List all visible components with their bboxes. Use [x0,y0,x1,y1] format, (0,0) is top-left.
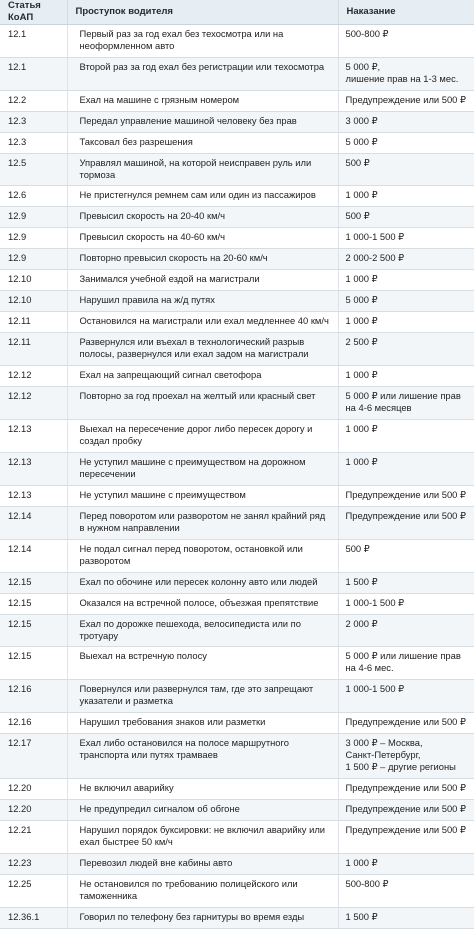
table-row [0,186,474,207]
table-row [0,486,474,507]
article-cell: 12.9 [0,249,67,270]
table-row [0,779,474,800]
table-row [0,800,474,821]
table-row [0,25,474,58]
table-row [0,387,474,420]
offense-cell: Не включил аварийку [67,779,338,800]
penalty-cell: 1 000 ₽ [338,420,474,453]
offense-cell: Не уступил машине с преимуществом на дорожном пересечении [67,453,338,486]
penalty-cell: 1 000 ₽ [338,270,474,291]
header-row [0,0,474,25]
penalty-cell: 2 500 ₽ [338,333,474,366]
penalty-cell: 5 000 ₽ или лишение прав на 4-6 мес. [338,647,474,680]
offense-cell: Повернулся или развернулся там, где это запрещают указатели и разметка [67,680,338,713]
offense-cell: Не уступил машине с преимуществом [67,486,338,507]
penalty-cell: 1 000 ₽ [338,366,474,387]
penalty-cell: Предупреждение или 500 ₽ [338,713,474,734]
penalty-cell: Предупреждение или 500 ₽ [338,821,474,854]
offense-cell: Занимался учебной ездой на магистрали [67,270,338,291]
penalty-cell: 1 000-1 500 ₽ [338,228,474,249]
offense-cell: Ехал на машине с грязным номером [67,91,338,112]
column-header-article: Статья КоАП [0,0,67,25]
penalty-cell: 3 000 ₽ – Москва, Санкт-Петербург, 1 500 ₽ – другие регионы [338,734,474,779]
offense-cell: Не остановился по требованию полицейского или таможенника [67,875,338,908]
penalty-cell: 500-800 ₽ [338,25,474,58]
offense-cell: Не подал сигнал перед поворотом, остановкой или разворотом [67,540,338,573]
article-cell: 12.10 [0,291,67,312]
table-row [0,112,474,133]
article-cell: 12.23 [0,854,67,875]
offense-cell: Ехал по обочине или пересек колонну авто или людей [67,573,338,594]
penalty-cell: 5 000 ₽ [338,291,474,312]
article-cell: 12.15 [0,573,67,594]
offense-cell: Выехал на пересечение дорог либо пересек дорогу и создал пробку [67,420,338,453]
table-row [0,453,474,486]
offense-cell: Превысил скорость на 40-60 км/ч [67,228,338,249]
table-row [0,91,474,112]
article-cell: 12.20 [0,800,67,821]
table-body [0,25,474,929]
table-header [0,0,474,25]
offense-cell: Второй раз за год ехал без регистрации или техосмотра [67,58,338,91]
table-row [0,875,474,908]
offense-cell: Управлял машиной, на которой неисправен руль или тормоза [67,154,338,186]
penalty-cell: 1 000-1 500 ₽ [338,594,474,615]
offense-cell: Нарушил порядок буксировки: не включил аварийку или ехал быстрее 50 км/ч [67,821,338,854]
penalty-cell: Предупреждение или 500 ₽ [338,507,474,540]
offense-cell: Повторно превысил скорость на 20-60 км/ч [67,249,338,270]
table-row [0,594,474,615]
table-row [0,420,474,453]
penalty-cell: 2 000 ₽ [338,615,474,647]
penalty-cell: 1 500 ₽ [338,908,474,929]
penalty-cell: 1 500 ₽ [338,573,474,594]
article-cell: 12.36.1 [0,908,67,929]
offense-cell: Таксовал без разрешения [67,133,338,154]
penalty-cell: Предупреждение или 500 ₽ [338,800,474,821]
penalty-cell: 1 000 ₽ [338,453,474,486]
penalty-cell: 1 000 ₽ [338,312,474,333]
article-cell: 12.14 [0,507,67,540]
offense-cell: Перед поворотом или разворотом не занял крайний ряд в нужном направлении [67,507,338,540]
offense-cell: Перевозил людей вне кабины авто [67,854,338,875]
penalty-cell: Предупреждение или 500 ₽ [338,779,474,800]
column-header-penalty: Наказание [338,0,474,25]
article-cell: 12.12 [0,366,67,387]
article-cell: 12.13 [0,420,67,453]
article-cell: 12.15 [0,647,67,680]
article-cell: 12.3 [0,112,67,133]
article-cell: 12.14 [0,540,67,573]
offense-cell: Нарушил правила на ж/д путях [67,291,338,312]
penalty-cell: Предупреждение или 500 ₽ [338,91,474,112]
offense-cell: Передал управление машиной человеку без прав [67,112,338,133]
article-cell: 12.2 [0,91,67,112]
table-row [0,270,474,291]
table-row [0,854,474,875]
penalty-cell: 500 ₽ [338,207,474,228]
article-cell: 12.5 [0,154,67,186]
article-cell: 12.1 [0,58,67,91]
offense-cell: Развернулся или въехал в технологический разрыв полосы, развернулся или ехал задом на магистрали [67,333,338,366]
article-cell: 12.16 [0,713,67,734]
article-cell: 12.1 [0,25,67,58]
article-cell: 12.11 [0,312,67,333]
table-row [0,734,474,779]
penalty-cell: 500-800 ₽ [338,875,474,908]
article-cell: 12.6 [0,186,67,207]
table-row [0,573,474,594]
article-cell: 12.13 [0,453,67,486]
table-row [0,680,474,713]
table-row [0,821,474,854]
table-row [0,333,474,366]
offense-cell: Выехал на встречную полосу [67,647,338,680]
table-row [0,647,474,680]
article-cell: 12.10 [0,270,67,291]
article-cell: 12.11 [0,333,67,366]
penalty-cell: 1 000-1 500 ₽ [338,680,474,713]
table-row [0,312,474,333]
article-cell: 12.15 [0,594,67,615]
article-cell: 12.20 [0,779,67,800]
table-row [0,366,474,387]
article-cell: 12.13 [0,486,67,507]
table-row [0,507,474,540]
table-row [0,908,474,929]
article-cell: 12.15 [0,615,67,647]
offense-cell: Ехал на запрещающий сигнал светофора [67,366,338,387]
table-row [0,540,474,573]
article-cell: 12.16 [0,680,67,713]
penalty-cell: 2 000-2 500 ₽ [338,249,474,270]
table-row [0,58,474,91]
penalty-cell: 5 000 ₽ или лишение прав на 4-6 месяцев [338,387,474,420]
article-cell: 12.9 [0,228,67,249]
offense-cell: Оказался на встречной полосе, объезжая препятствие [67,594,338,615]
article-cell: 12.25 [0,875,67,908]
article-cell: 12.21 [0,821,67,854]
offense-cell: Повторно за год проехал на желтый или красный свет [67,387,338,420]
offense-cell: Нарушил требования знаков или разметки [67,713,338,734]
penalty-cell: 500 ₽ [338,540,474,573]
table-row [0,249,474,270]
table-row [0,154,474,186]
article-cell: 12.9 [0,207,67,228]
table-row [0,291,474,312]
offense-cell: Не предупредил сигналом об обгоне [67,800,338,821]
offense-cell: Первый раз за год ехал без техосмотра или на неоформленном авто [67,25,338,58]
table-row [0,713,474,734]
offense-cell: Остановился на магистрали или ехал медленнее 40 км/ч [67,312,338,333]
offense-cell: Ехал по дорожке пешехода, велосипедиста или по тротуару [67,615,338,647]
penalty-cell: 3 000 ₽ [338,112,474,133]
article-cell: 12.3 [0,133,67,154]
offense-cell: Не пристегнулся ремнем сам или один из пассажиров [67,186,338,207]
penalty-cell: 5 000 ₽ [338,133,474,154]
article-cell: 12.12 [0,387,67,420]
offense-cell: Ехал либо остановился на полосе маршрутного транспорта или путях трамваев [67,734,338,779]
penalty-cell: Предупреждение или 500 ₽ [338,486,474,507]
penalty-cell: 1 000 ₽ [338,854,474,875]
table-row [0,133,474,154]
offense-cell: Превысил скорость на 20-40 км/ч [67,207,338,228]
offense-cell: Говорил по телефону без гарнитуры во время езды [67,908,338,929]
penalty-cell: 5 000 ₽, лишение прав на 1-3 мес. [338,58,474,91]
table-row [0,207,474,228]
table-row [0,615,474,647]
table-row [0,228,474,249]
penalty-cell: 1 000 ₽ [338,186,474,207]
column-header-offense: Проступок водителя [67,0,338,25]
article-cell: 12.17 [0,734,67,779]
penalty-cell: 500 ₽ [338,154,474,186]
